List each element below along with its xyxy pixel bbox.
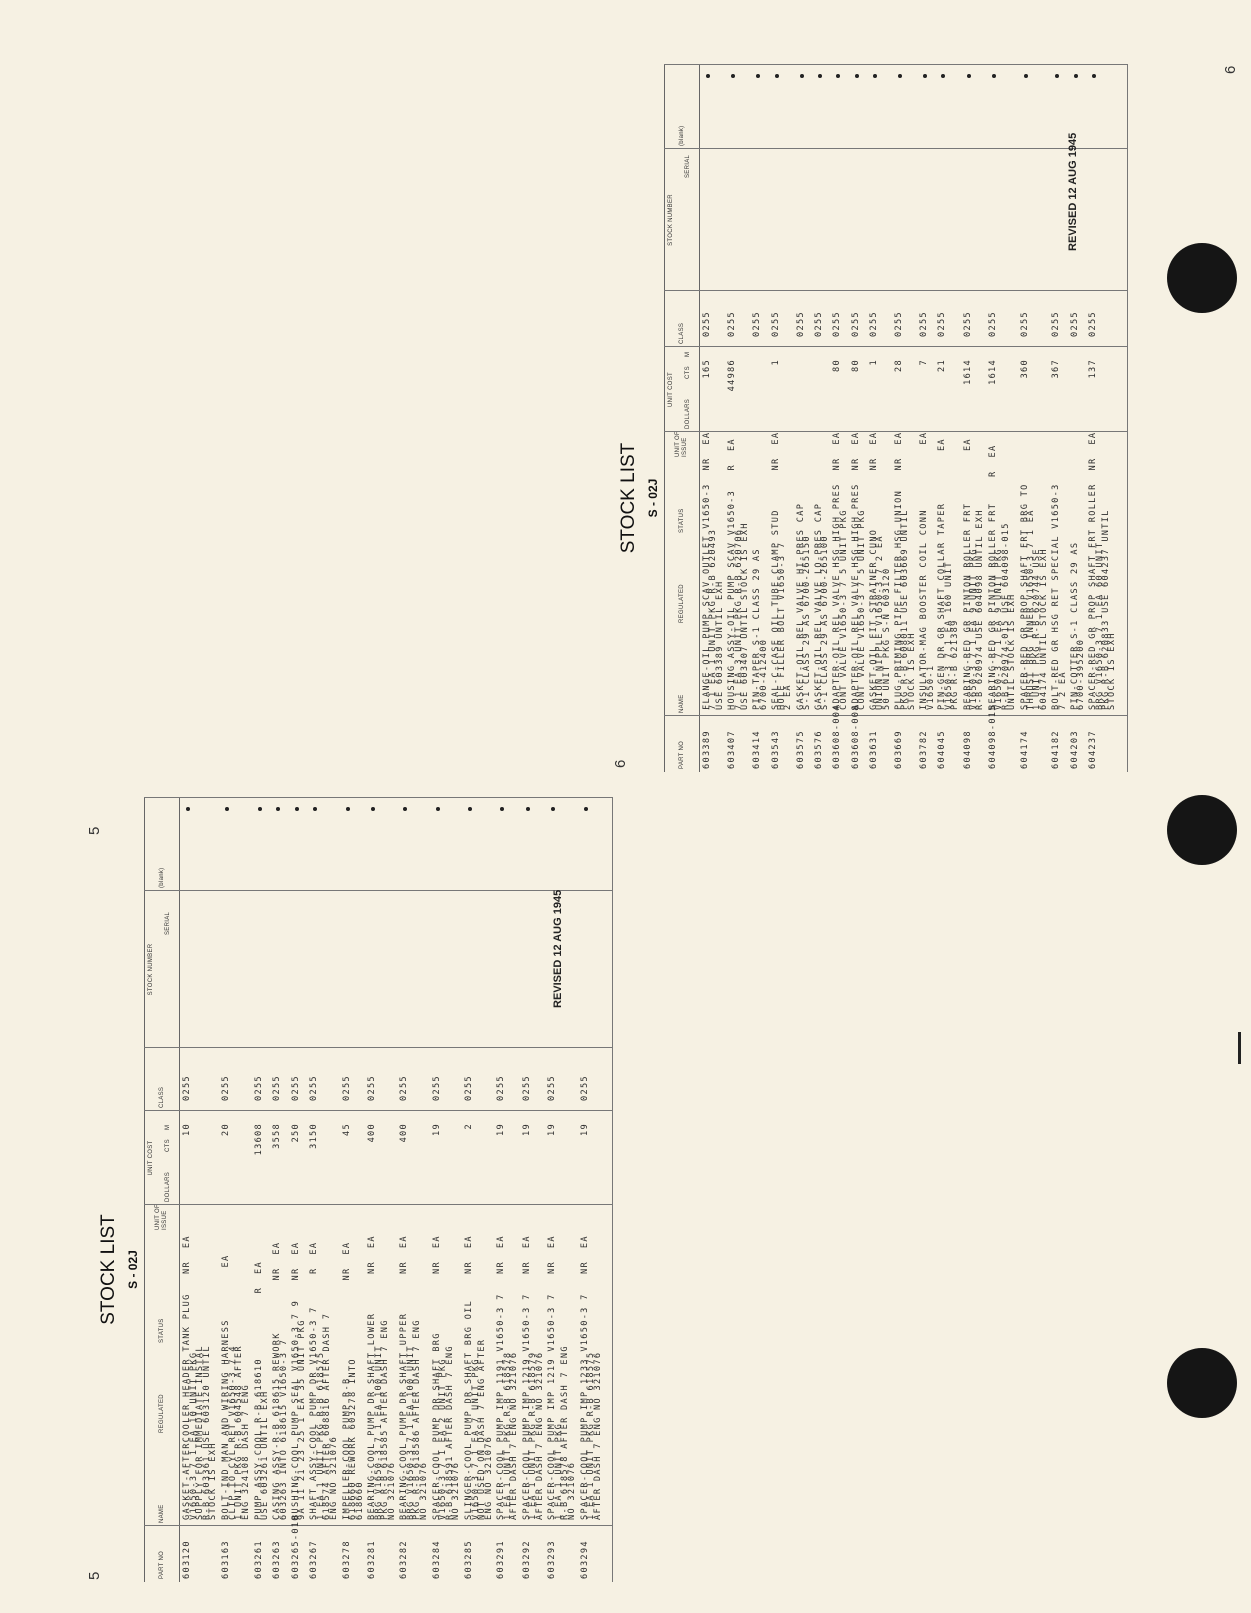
unit-cost: 20 [221, 1123, 232, 1136]
stock-row [466, 797, 498, 1582]
part-number: 603261 [253, 1540, 264, 1579]
part-number: 603576 [813, 730, 824, 769]
binder-hole-middle [1167, 795, 1237, 865]
stock-row [1090, 64, 1122, 772]
stock-row [521, 797, 549, 1582]
class-code: 0255 [752, 311, 763, 337]
item-description: ADAPTER-OIL REL VALVE HSG HIGH PRES NR EA CONT VALVE V1650-3 7 5 UNIT PKG [850, 431, 868, 710]
row-dot [967, 74, 971, 78]
row-dot [346, 807, 350, 811]
binder-hole-top [1167, 243, 1237, 313]
item-description: PIN-COTTER S-1 CLASS 29 AS 6700-395200 [1069, 541, 1087, 710]
class-code: 0255 [253, 1075, 264, 1101]
unit-cost: 137 [1088, 359, 1099, 379]
item-description: CASING ASSY-R-B 618615 REWORK NR EA 603263 INTO 618615 V1650-3 7 [272, 1241, 289, 1520]
class-code: 0255 [341, 1075, 352, 1101]
column-header [144, 797, 180, 1582]
class-code: 0255 [521, 1075, 532, 1101]
part-number: 603389 [702, 730, 712, 769]
item-description: PUMP ASSY-COOL R-B 618610 R EA USE 603261 UNTIL EXH [253, 1261, 271, 1520]
row-dot [731, 74, 735, 78]
class-code: 0255 [496, 1075, 507, 1101]
class-code: 0255 [850, 311, 861, 337]
stock-row [401, 797, 433, 1582]
header-blank: (blank) [158, 867, 165, 888]
row-dot [276, 807, 280, 811]
class-code: 0255 [464, 1075, 474, 1101]
item-description: BUSHING-COOL PUMP SEAL V1650-3 7 9 NR EA 9A 11 21 23 25 1 EA 35 UNIT PKG [290, 1241, 308, 1520]
part-number: 603282 [399, 1540, 410, 1579]
part-number: 603163 [221, 1540, 232, 1579]
header-serial: SERIAL [164, 911, 171, 935]
item-description: INSULATOR-MAG BOOSTER COIL CONN EA V1650-1 [919, 431, 936, 710]
class-code: 0255 [221, 1075, 232, 1101]
stock-row [939, 64, 964, 772]
header-name: NAME [158, 1504, 165, 1523]
stock-list-panel-right [618, 64, 1128, 772]
part-number: 603263 [272, 1540, 283, 1579]
row-dot [923, 74, 927, 78]
part-number: 603782 [919, 730, 930, 769]
class-code: 0255 [290, 1075, 301, 1101]
unit-cost: 1614 [987, 359, 998, 385]
stock-row [868, 64, 896, 772]
stock-row [184, 797, 223, 1582]
part-number: 603267 [309, 1540, 320, 1579]
header-stock-number: STOCK NUMBER [667, 194, 674, 246]
class-code: 0255 [795, 311, 806, 337]
class-code: 0255 [987, 311, 998, 337]
item-description: GASKET-OIL FIT STRAINER CUNO NR EA UNION NIPPLE V1650-3 7 2 EA 50 UNIT PKG S-N 603120 [868, 431, 892, 710]
part-number: 603631 [868, 730, 879, 769]
part-number: 603414 [752, 730, 763, 769]
revised-stamp: REVISED 12 AUG 1945 [1067, 132, 1079, 251]
unit-cost: 1 [770, 359, 781, 366]
page-number-middle: 6 [612, 759, 629, 768]
item-description: BOLT-RED GR HSG RET SPECIAL V1650-3 7 2 EA [1051, 483, 1068, 710]
unit-cost: 19 [431, 1123, 442, 1136]
header-regulated: REGULATED [678, 584, 685, 623]
item-description: SEAL-C-CASE OIL TUBE CLAMP STUD NR EA HOLE FILLER BOLT V1650-3 7 2 EA [770, 431, 794, 710]
header-blank: (blank) [678, 125, 685, 146]
class-code: 0255 [702, 311, 712, 337]
row-dot [258, 807, 262, 811]
item-description: SPACER-RED GR PROP SHAFT FRT ROLLER NR EA BRG V1650-3 7 1 EA 60 UNIT PKG R-B 620833 USE 604237 UNTIL STOCK IS EXH [1088, 431, 1118, 710]
class-code: 0255 [919, 311, 930, 337]
class-code: 0255 [868, 311, 879, 337]
part-number: 603284 [431, 1540, 442, 1579]
stock-row [704, 64, 729, 772]
row-dot [898, 74, 902, 78]
stock-row [834, 64, 852, 772]
row-dot [313, 807, 317, 811]
row-dot [186, 807, 190, 811]
class-code: 0255 [309, 1075, 320, 1101]
item-description: BEARING-COOL PUMP DR SHAFT UPPER NR EA BRG V1650-3 7 1 EA 100 UNIT PKG R-B 618586 AFTER DASH 7 ENG NO 321076 [399, 1235, 429, 1520]
class-code: 0255 [727, 311, 738, 337]
part-number: 604182 [1051, 730, 1062, 769]
unit-cost: 21 [937, 359, 948, 372]
item-description: PIN-GEN DR GR SHAFT COLLAR TAPER EA V1650-3 7 1 EA 160 UNIT PKG R-B 621389 [937, 438, 961, 710]
unit-cost: 28 [894, 359, 905, 372]
part-number: 603120 [182, 1540, 192, 1579]
unit-cost: 19 [579, 1123, 590, 1136]
part-number: 604174 [1019, 730, 1030, 769]
unit-cost: 80 [832, 359, 843, 372]
item-description: BEARING-RED GR PINION ROLLER FRT R EA V1650-3 7 1 EA 9 UNIT PKG R-B 620974-015 USE 604098-015 UNTIL STOCK IS EXH [987, 444, 1018, 710]
column-header [664, 64, 700, 772]
stock-row [579, 797, 607, 1582]
panel-subtitle: S - 02J [126, 1250, 140, 1289]
row-dot [295, 807, 299, 811]
unit-cost: 7 [919, 359, 930, 366]
class-code: 0255 [1019, 311, 1030, 337]
unit-cost: 13608 [253, 1123, 264, 1156]
header-unit-cost: UNIT COST [667, 372, 674, 407]
stock-list-panel-left [98, 797, 613, 1582]
header-dollars: DOLLARS [684, 398, 691, 429]
row-dot [873, 74, 877, 78]
unit-cost: 367 [1051, 359, 1062, 379]
class-code: 0255 [547, 1075, 558, 1101]
row-dot [1024, 74, 1028, 78]
row-dot [371, 807, 375, 811]
item-description: IMPELLER-COOL PUMP R-B NR EA 618660 REWORK 603278 INTO 618660 [341, 1241, 365, 1520]
part-number: 604203 [1069, 730, 1080, 769]
item-description: GASKET-AFTERCOOLER HEADER TANK PLUG NR EA V1650-3 7 1 EA 10 UNIT PKG SUPPLY FOR IMMEDIATE INSTAL R-B 603361 USE 603120 UNTIL STOCK IS EXH [182, 1235, 219, 1520]
row-dot [1092, 74, 1096, 78]
item-description: PLUG-PRIMING PIPE FILTER HSG UNION NR EA PKG R-B 608011 USE 603669 UNTIL STOCK IS EXH [894, 431, 917, 710]
row-dot [800, 74, 804, 78]
row-dot [706, 74, 710, 78]
stock-row [341, 797, 369, 1582]
part-number: 604237 [1088, 730, 1099, 769]
panel-border [612, 797, 613, 1582]
class-code: 0255 [1069, 311, 1080, 337]
item-description: ADAPTER-OIL REL VALVE HSG HIGH PRES NR EA CONT VALVE V1650-3 7 5 UNIT PKG [832, 431, 849, 710]
header-cts: CTS [164, 1139, 171, 1152]
item-description: FLANGE-OIL PUMP SCAV OUTLET V1650-3 NR EA 7 1 EA 1 UNIT PKG R-B 620493 USE 603389 UNTIL EXH [702, 431, 725, 710]
item-description: PIN-TAPER S-1 CLASS 29 AS 6700-412400 [752, 548, 769, 710]
unit-cost: 19 [496, 1123, 507, 1136]
stock-row [369, 797, 401, 1582]
item-description: SPACER-RED GR PROP SHAFT FRT BRG TO THRUST BRG INNER V1650-3 7 1 EA 1 UNIT PKG R-B 620744 USE 604174 UNTIL STOCK IS EXH [1019, 483, 1049, 710]
item-description: SPACER-COOL PUMP IMP 1233 V1650-3 7 NR EA 1 EA 1 UNIT PKG R-B 618575 AFTER DASH 7 ENG NO 321076 [579, 1235, 603, 1520]
revised-stamp: REVISED 12 AUG 1945 [552, 889, 564, 1008]
header-cts: CTS [684, 366, 691, 379]
header-unit-cost: UNIT COST [147, 1140, 154, 1176]
header-class: CLASS [158, 1086, 165, 1108]
row-dot [756, 74, 760, 78]
class-code: 0255 [962, 311, 973, 337]
part-number: 603407 [727, 730, 738, 769]
header-serial: SERIAL [684, 154, 691, 178]
row-dot [992, 74, 996, 78]
part-number: 603265-010 [290, 1514, 301, 1579]
row-dot [836, 74, 840, 78]
header-unit-of-issue: UNIT OF ISSUE [155, 1204, 168, 1230]
unit-cost: 45 [341, 1123, 352, 1136]
item-description: BEARING-RED GR PINION ROLLER FRT EA V1650-3 7 1 EA 9 UNIT PKG R-B 620974 USE 604098 UNTIL EXH [962, 438, 986, 710]
header-status: STATUS [678, 508, 685, 533]
part-number: 603278 [341, 1540, 352, 1579]
stock-row [962, 64, 990, 772]
part-number: 603281 [367, 1540, 378, 1579]
class-code: 0255 [367, 1075, 378, 1101]
class-code: 0255 [1088, 311, 1099, 337]
unit-cost: 400 [367, 1123, 378, 1143]
row-dot [551, 807, 555, 811]
class-code: 0255 [894, 311, 905, 337]
edge-mark [1238, 1032, 1241, 1064]
stock-row [431, 797, 466, 1582]
unit-cost: 2 [464, 1123, 474, 1130]
unit-cost: 1614 [962, 359, 973, 385]
header-stock-number: STOCK NUMBER [147, 943, 154, 996]
unit-cost: 19 [547, 1123, 558, 1136]
class-code: 0255 [399, 1075, 410, 1101]
part-number: 603285 [464, 1540, 474, 1579]
row-dot [584, 807, 588, 811]
part-number: 603608-008 [850, 704, 861, 769]
row-dot [526, 807, 530, 811]
header-unit-of-issue: UNIT OF ISSUE [675, 431, 688, 457]
class-code: 0255 [832, 311, 843, 337]
part-number: 603669 [894, 730, 905, 769]
item-description: SLINGER-COOL PUMP DR SHAFT BRG OIL NR EA V1650-3 7 1 EA 7 UNIT PKG NOT USED ON DASH 7 ENG AFTER ENG NO 321076 [464, 1235, 494, 1520]
item-description: SPACER-COOL PUMP DR SHAFT BRG NR EA V1650-3 7 1 EA 2 UNIT PKG R-B 618591 AFTER DASH 7 ENG NO 321076 [431, 1235, 462, 1520]
panel-title: STOCK LIST [98, 1214, 119, 1325]
stock-row [311, 797, 343, 1582]
header-part-no: PART NO [158, 1550, 165, 1579]
unit-cost: 3558 [272, 1123, 283, 1149]
part-number: 603543 [770, 730, 781, 769]
stock-row [770, 64, 798, 772]
unit-cost: 250 [290, 1123, 301, 1143]
row-dot [468, 807, 472, 811]
row-dot [436, 807, 440, 811]
class-code: 0255 [272, 1075, 283, 1101]
panel-border [1127, 64, 1128, 772]
header-m: M [684, 351, 691, 357]
row-dot [1055, 74, 1059, 78]
item-description: BEARING-COOL PUMP DR SHAFT LOWER NR EA BRG V1650-3 7 1 EA 100 UNIT PKG R-B 618585 AFTER DASH 7 ENG NO 321076 [367, 1235, 397, 1520]
header-dollars: DOLLARS [164, 1171, 171, 1202]
unit-cost: 19 [521, 1123, 532, 1136]
item-description: GASKET-OIL REL VALVE HI-PRES CAP S-1 CLASS 29 AS 6700-265150 [795, 502, 813, 710]
part-number: 604098 [962, 730, 973, 769]
part-number: 604098-015 [987, 704, 998, 769]
unit-cost: 165 [702, 359, 712, 379]
row-dot [225, 807, 229, 811]
stock-row [498, 797, 523, 1582]
part-number: 603292 [521, 1540, 532, 1579]
row-dot [941, 74, 945, 78]
page-number-bottom-left: 5 [86, 1571, 103, 1580]
unit-cost: 360 [1019, 359, 1030, 379]
part-number: 603608-004 [832, 704, 843, 769]
unit-cost: 1 [868, 359, 879, 366]
stock-row [754, 64, 772, 772]
item-description: GASKET-OIL REL VALVE LO-PRES CAP S-1 CLASS 29 AS 6700-265100 [813, 502, 831, 710]
unit-cost: 3150 [309, 1123, 320, 1149]
binder-hole-bottom [1167, 1348, 1237, 1418]
row-dot [1074, 74, 1078, 78]
part-number: 603293 [547, 1540, 558, 1579]
panel-subtitle: S - 02J [646, 478, 660, 518]
class-code: 0255 [937, 311, 948, 337]
page-number-left-panel-top: 5 [86, 826, 103, 835]
stock-row [1019, 64, 1054, 772]
unit-cost: 400 [399, 1123, 410, 1143]
unit-cost: 44986 [727, 359, 738, 392]
class-code: 0255 [431, 1075, 442, 1101]
class-code: 0255 [813, 311, 824, 337]
row-dot [818, 74, 822, 78]
class-code: 0255 [1051, 311, 1062, 337]
page-number-top-right: 6 [1222, 65, 1239, 74]
header-m: M [164, 1124, 171, 1130]
unit-cost: 10 [182, 1123, 192, 1136]
header-name: NAME [678, 694, 685, 713]
item-description: SPACER-COOL PUMP IMP 1219 V1650-3 7 NR EA 1 EA 1 UNIT PKG R-B 618579 AFTER DASH 7 ENG NO 321076 [521, 1235, 545, 1520]
item-description: BOLT-IND MAN AND WIRING HARNESS EA CLIP TO CYL RET V1650-3 7 4 1 UNIT PKG R-B 604548 AFTER ENG 324108 DASH 7 ENG [221, 1254, 251, 1520]
stock-row [729, 64, 754, 772]
header-status: STATUS [158, 1318, 165, 1343]
part-number: 603575 [795, 730, 806, 769]
panel-title: STOCK LIST [618, 442, 639, 554]
row-dot [500, 807, 504, 811]
part-number: 604045 [937, 730, 948, 769]
header-part-no: PART NO [678, 740, 685, 769]
row-dot [855, 74, 859, 78]
row-dot [775, 74, 779, 78]
item-description: SPACER-COOL PUMP IMP 1219 V1650-3 7 NR EA 1 EA 1 UNIT PKG R-B 618578 AFTER DASH 7 ENG NO 321076 [547, 1235, 577, 1520]
part-number: 603291 [496, 1540, 507, 1579]
part-number: 603294 [579, 1540, 590, 1579]
item-description: SPACER-COOL PUMP IMP 1191 V1650-3 7 NR EA 1 EA 1 UNIT PKG R-B 618578 AFTER DASH 7 ENG NO 321076 [496, 1235, 520, 1520]
stock-row [274, 797, 293, 1582]
item-description: HOUSING ASSY-OIL PUMP SCAV V1650-3 R EA 7 1 EA 3 UNIT PKG R-B 620706 USE 603407 UNTIL STOCK IS EXH [727, 438, 750, 710]
item-description: SHAFT ASSY-COOL PUMP DR V1650-3 7 R EA 1 EA 1 UNIT PKG R-B 618575 618574 AFTER 608816 AFTER DASH 7 ENG NO 321076 [309, 1241, 339, 1520]
unit-cost: 80 [850, 359, 861, 372]
class-code: 0255 [182, 1075, 192, 1101]
stock-row [987, 64, 1022, 772]
header-class: CLASS [678, 322, 685, 344]
header-regulated: REGULATED [158, 1394, 165, 1433]
class-code: 0255 [770, 311, 781, 337]
stock-row [896, 64, 921, 772]
row-dot [403, 807, 407, 811]
stock-row [223, 797, 255, 1582]
class-code: 0255 [579, 1075, 590, 1101]
